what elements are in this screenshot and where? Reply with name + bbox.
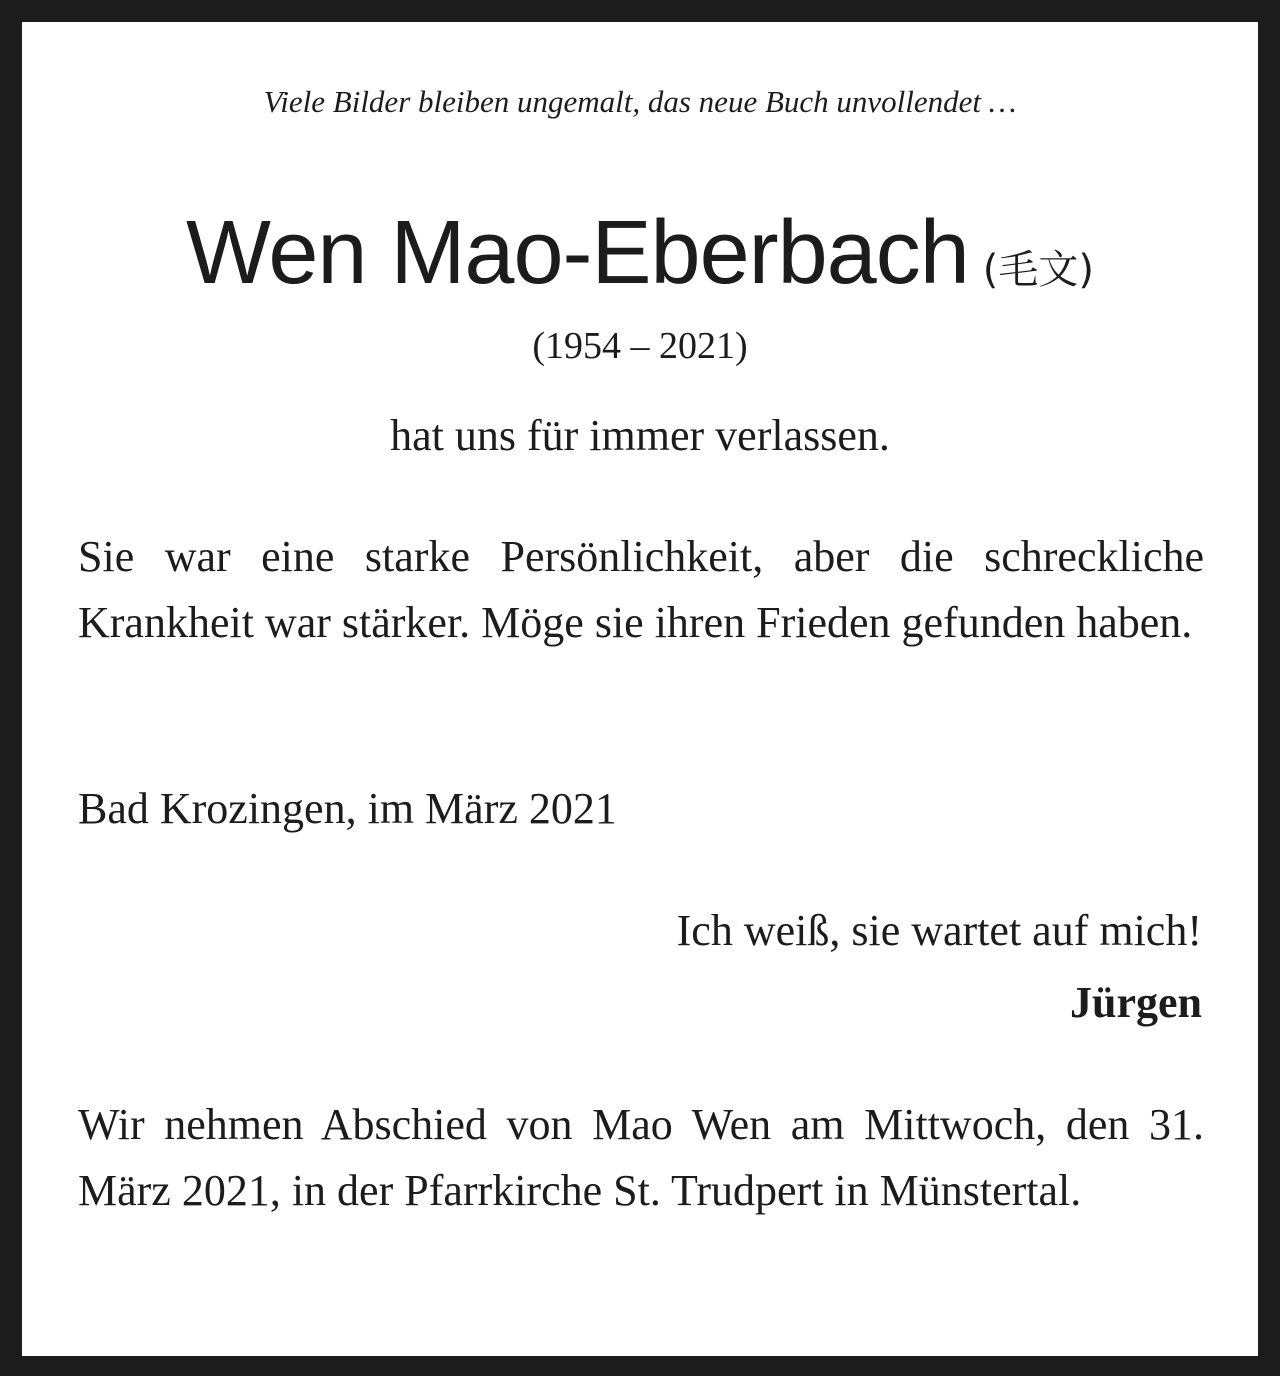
deceased-name: Wen Mao-Eberbach [186,203,969,303]
place-date: Bad Krozingen, im März 2021 [78,784,617,833]
departed-line: hat uns für immer verlassen. [390,411,890,460]
motto: Viele Bilder bleiben ungemalt, das neue Buch unvollendet … [263,84,1017,119]
farewell-paragraph: Wir nehmen Abschied von Mao Wen am Mittwoch, den 31. März 2021, in der Pfarrkirche St. Trudpert in Münstertal. [78,1100,1204,1215]
signature: Jürgen [1070,978,1202,1027]
native-name: (毛文) [982,247,1094,293]
quote-line: Ich weiß, sie wartet auf mich! [676,906,1202,955]
life-years: (1954 – 2021) [532,325,748,367]
obituary-notice [22,22,1258,1356]
tribute-paragraph: Sie war eine starke Persönlichkeit, aber die schreckliche Krankheit war stärker. Möge sie ihren Frieden gefunden haben. [78,532,1204,647]
name-line [22,198,1258,334]
